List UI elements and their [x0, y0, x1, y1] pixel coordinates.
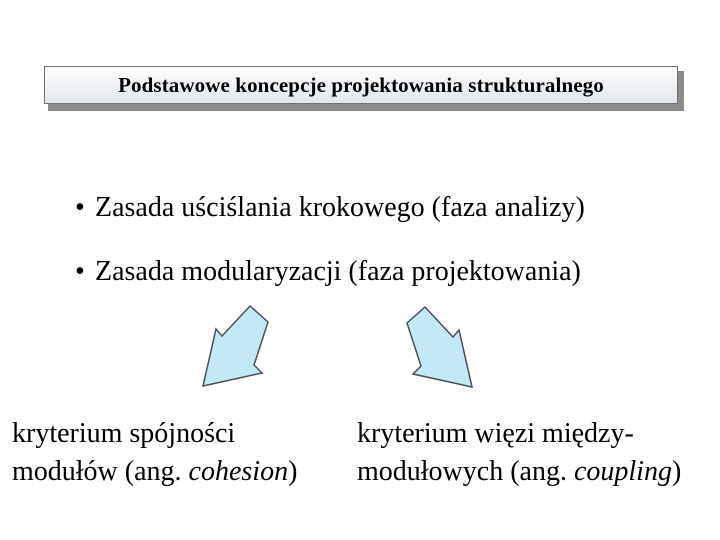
arrow-down-left-icon — [203, 306, 268, 386]
criterion-term: coupling — [573, 456, 672, 487]
criterion-line2-suffix: ) — [288, 456, 298, 487]
criterion-line2-prefix: modułowych (ang. — [357, 456, 574, 487]
criterion-line1: kryterium spójności — [12, 418, 236, 449]
arrow-down-right-icon — [407, 307, 472, 387]
criterion-line2 — [12, 453, 297, 491]
criterion-line1: kryterium więzi między- — [357, 418, 634, 449]
criterion-line2-suffix: ) — [671, 456, 682, 487]
criterion-coupling — [357, 415, 681, 491]
criterion-term: cohesion — [188, 456, 289, 487]
criterion-line2 — [357, 453, 681, 491]
bullet-text: Zasada modularyzacji (faza projektowania) — [95, 256, 581, 287]
bullet-marker: • — [75, 256, 85, 287]
bullet-text: Zasada uściślania krokowego (faza analizy) — [95, 192, 585, 223]
criterion-cohesion — [12, 415, 297, 491]
slide-title: Podstawowe koncepcje projektowania strukturalnego — [118, 72, 604, 97]
criterion-line2-prefix: modułów (ang. — [12, 456, 189, 487]
bullet-marker: • — [75, 192, 85, 223]
